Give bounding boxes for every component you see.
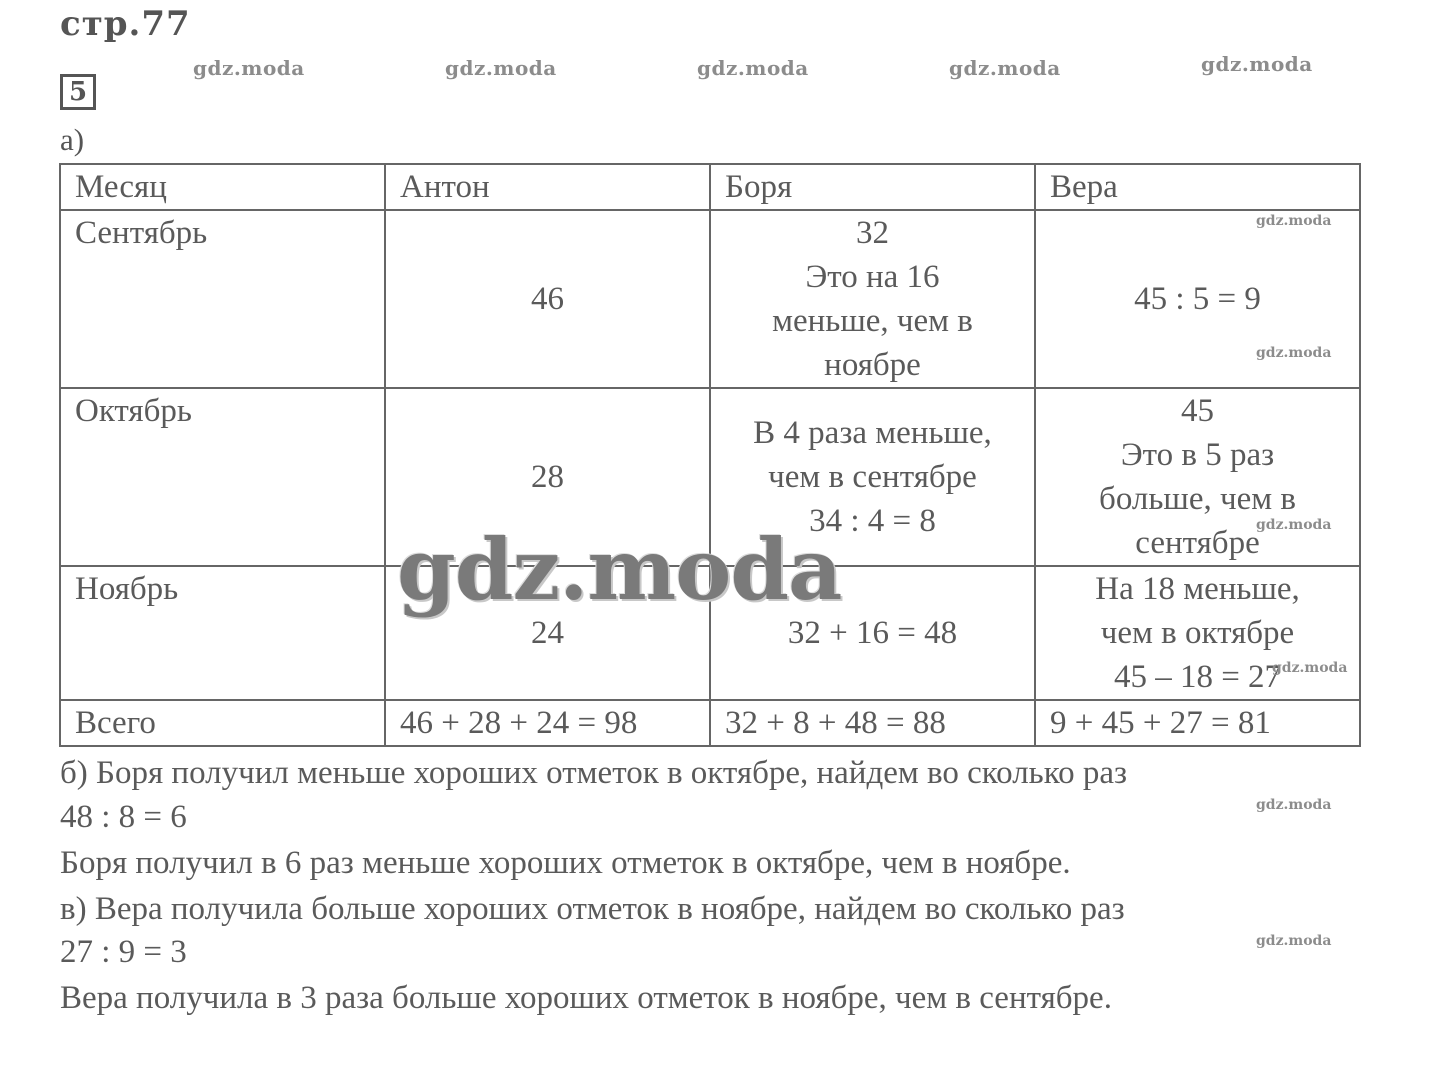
month-cell: Сентябрь	[60, 210, 385, 388]
borya-cell	[710, 210, 1035, 388]
part-a-label: а)	[60, 122, 85, 157]
watermark-para-2: gdz.moda	[1256, 933, 1332, 949]
watermark-cell-1: gdz.moda	[1256, 213, 1332, 229]
part-b-line-1: б) Боря получил меньше хороших отметок в октябре, найдем во сколько раз	[60, 755, 1128, 791]
anton-cell: 24	[385, 566, 710, 700]
part-c-line-1: в) Вера получила больше хороших отметок в ноябре, найдем во сколько раз	[60, 891, 1125, 927]
watermark-cell-3: gdz.moda	[1256, 517, 1332, 533]
grades-table	[59, 163, 1361, 747]
cell-line: 34 : 4 = 8	[809, 503, 936, 539]
table-header-cell: Месяц	[60, 164, 385, 210]
table-header-cell: Антон	[385, 164, 710, 210]
anton-cell: 46	[385, 210, 710, 388]
cell-line: На 18 меньше,	[1095, 571, 1300, 607]
part-b-line-3: Боря получил в 6 раз меньше хороших отметок в октябре, чем в ноябре.	[60, 845, 1071, 881]
part-b-line-2: 48 : 8 = 6	[60, 799, 187, 835]
watermark-top-5: gdz.moda	[1201, 52, 1313, 76]
watermark-top-4: gdz.moda	[949, 56, 1061, 80]
vera-cell	[1035, 566, 1360, 700]
page-title: стр.77	[60, 4, 191, 44]
watermark-top-3: gdz.moda	[697, 56, 809, 80]
cell-line: чем в октябре	[1100, 615, 1295, 651]
task-number-box: 5	[60, 74, 96, 110]
cell-line: 45 – 18 = 27	[1113, 659, 1282, 695]
borya-total-cell: 32 + 8 + 48 = 88	[710, 700, 1035, 746]
cell-line: меньше, чем в	[772, 303, 973, 339]
anton-total-cell: 46 + 28 + 24 = 98	[385, 700, 710, 746]
watermark-big: gdz.moda	[397, 520, 842, 619]
vera-cell	[1035, 388, 1360, 566]
table-header-cell: Вера	[1035, 164, 1360, 210]
watermark-para-1: gdz.moda	[1256, 797, 1332, 813]
cell-line: больше, чем в	[1099, 481, 1296, 517]
cell-line: Это на 16	[805, 259, 940, 295]
part-c-line-3: Вера получила в 3 раза больше хороших отметок в ноябре, чем в сентябре.	[60, 980, 1112, 1016]
watermark-top-2: gdz.moda	[445, 56, 557, 80]
table-row-total	[60, 700, 1360, 746]
table-header-cell: Боря	[710, 164, 1035, 210]
cell-line: сентябре	[1135, 525, 1260, 561]
vera-cell: 45 : 5 = 9	[1035, 210, 1360, 388]
cell-line: чем в сентябре	[768, 459, 977, 495]
watermark-cell-4: gdz.moda	[1272, 660, 1348, 676]
watermark-top-1: gdz.moda	[193, 56, 305, 80]
cell-line: В 4 раза меньше,	[753, 415, 992, 451]
watermark-cell-2: gdz.moda	[1256, 345, 1332, 361]
cell-line: Это в 5 раз	[1120, 437, 1275, 473]
month-cell: Всего	[60, 700, 385, 746]
vera-total-cell: 9 + 45 + 27 = 81	[1035, 700, 1360, 746]
cell-line: 32	[856, 215, 889, 251]
month-cell: Ноябрь	[60, 566, 385, 700]
borya-cell: 32 + 16 = 48	[710, 566, 1035, 700]
month-cell: Октябрь	[60, 388, 385, 566]
anton-cell: 28	[385, 388, 710, 566]
cell-line: 45	[1181, 393, 1214, 429]
part-c-line-2: 27 : 9 = 3	[60, 934, 187, 970]
table-row-september	[60, 210, 1360, 388]
cell-line: ноябре	[824, 347, 921, 383]
table-header-row	[60, 164, 1360, 210]
